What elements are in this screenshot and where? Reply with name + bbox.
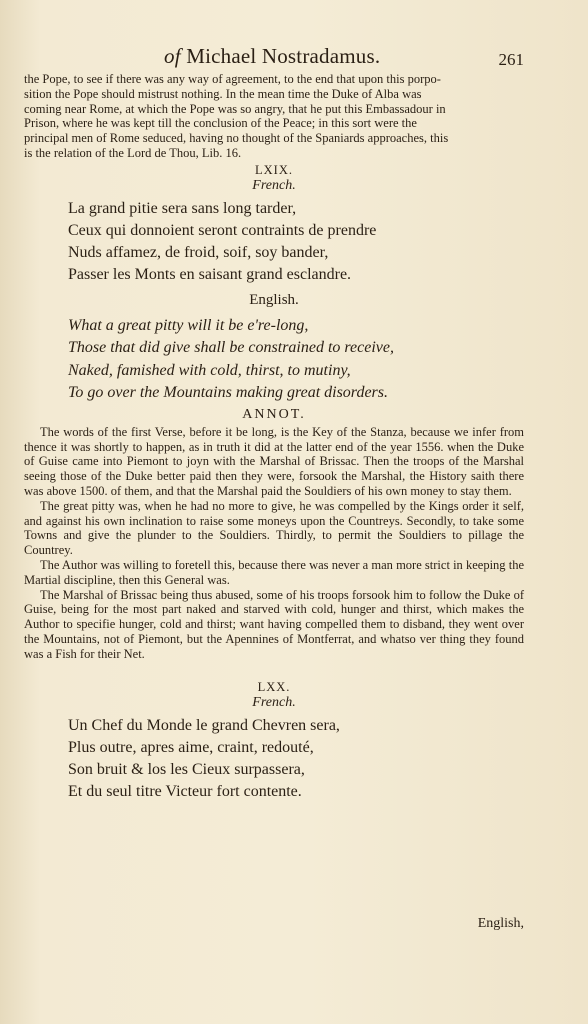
french-verse: La grand pitie sera sans long tarder, bbox=[68, 199, 297, 217]
french-verse: Son bruit & los les Cieux surpassera, bbox=[68, 760, 305, 778]
english-verse: Those that did give shall be constrained to receive, bbox=[68, 339, 395, 357]
annot-paragraph: The Marshal of Brissac being thus abused, some of his troops forsook him to follow the Duke of Guise, being for the most part naked and starved with cold, hunger and thirst, which makes the Author to specifie hunger, cold and thirst; want having compelled them to disband, they went over the Mountains, not of Piemont, but the Apennines of Montferrat, and whatso ver thing they found was a Fish for their Net. bbox=[24, 587, 524, 661]
stanza-number: LXX. bbox=[257, 679, 291, 694]
intro-line: the Pope, to see if there was any way of agreement, to the end that upon this porpo- bbox=[24, 72, 441, 86]
intro-line: principal men of Rome seduced, having no thought of the Spaniards approaches, this bbox=[24, 131, 449, 146]
intro-line: sition the Pope should mistrust nothing. In the mean time the Duke of Alba was bbox=[24, 86, 422, 101]
page-number: 261 bbox=[498, 50, 524, 69]
annot-heading: ANNOT. bbox=[242, 406, 306, 422]
french-heading: French. bbox=[252, 177, 296, 193]
french-heading: French. bbox=[252, 694, 296, 710]
intro-line: Prison, where he was kept till the conclusion of the Peace; in this sort were the bbox=[24, 116, 417, 131]
english-heading: English. bbox=[249, 291, 299, 308]
english-verse: Naked, famished with cold, thirst, to mutiny, bbox=[68, 361, 351, 379]
french-verse: Ceux qui donnoient seront contraints de prendre bbox=[68, 221, 377, 239]
french-verse: Un Chef du Monde le grand Chevren sera, bbox=[68, 716, 340, 734]
english-verse: To go over the Mountains making great disorders. bbox=[68, 384, 388, 402]
annot-paragraph: The Author was willing to foretell this, because there was never a man more strict in keeping the Martial discipline, then this General was. bbox=[24, 557, 524, 587]
annot-paragraph: The great pitty was, when he had no more to give, he was compelled by the Kings order it self, and against his own inclination to raise some moneys upon the Countreys. Secondly, to take some Towns and give the plunder to the Souldiers. Thirdly, to permit the Souldiers to pillage the Countrey. bbox=[24, 498, 524, 558]
intro-paragraph bbox=[24, 72, 524, 161]
french-verse: Passer les Monts en saisant grand esclandre. bbox=[68, 265, 352, 283]
running-head: of Michael Nostradamus. bbox=[164, 44, 381, 68]
catchword: English, bbox=[477, 916, 524, 931]
french-verse: Nuds affamez, de froid, soif, soy bander, bbox=[68, 243, 329, 261]
stanza-number: LXIX. bbox=[255, 162, 293, 177]
english-verse: What a great pitty will it be e're-long, bbox=[68, 316, 309, 334]
french-verse: Et du seul titre Victeur fort contente. bbox=[68, 782, 302, 800]
annot-paragraph: The words of the first Verse, before it be long, is the Key of the Stanza, because we infer from thence it was shortly to happen, as in truth it did at the latter end of the year 1556. when the Duke of Guise came into Piemont to joyn with the Marshal of Brissac. Then the troops of the Marshal seeing those of the Duke better paid then they were, forsook the Marshal, the History saith there was above 1500. of them, and that the Marshal paid the Souldiers of his own money to stay them. bbox=[24, 424, 524, 498]
page-header bbox=[24, 44, 524, 72]
intro-line: coming near Rome, at which the Pope was so angry, that he put this Embassadour in bbox=[24, 101, 446, 116]
intro-line: is the relation of the Lord de Thou, Lib. 16. bbox=[24, 145, 242, 160]
french-verse: Plus outre, apres aime, craint, redouté, bbox=[68, 738, 314, 756]
